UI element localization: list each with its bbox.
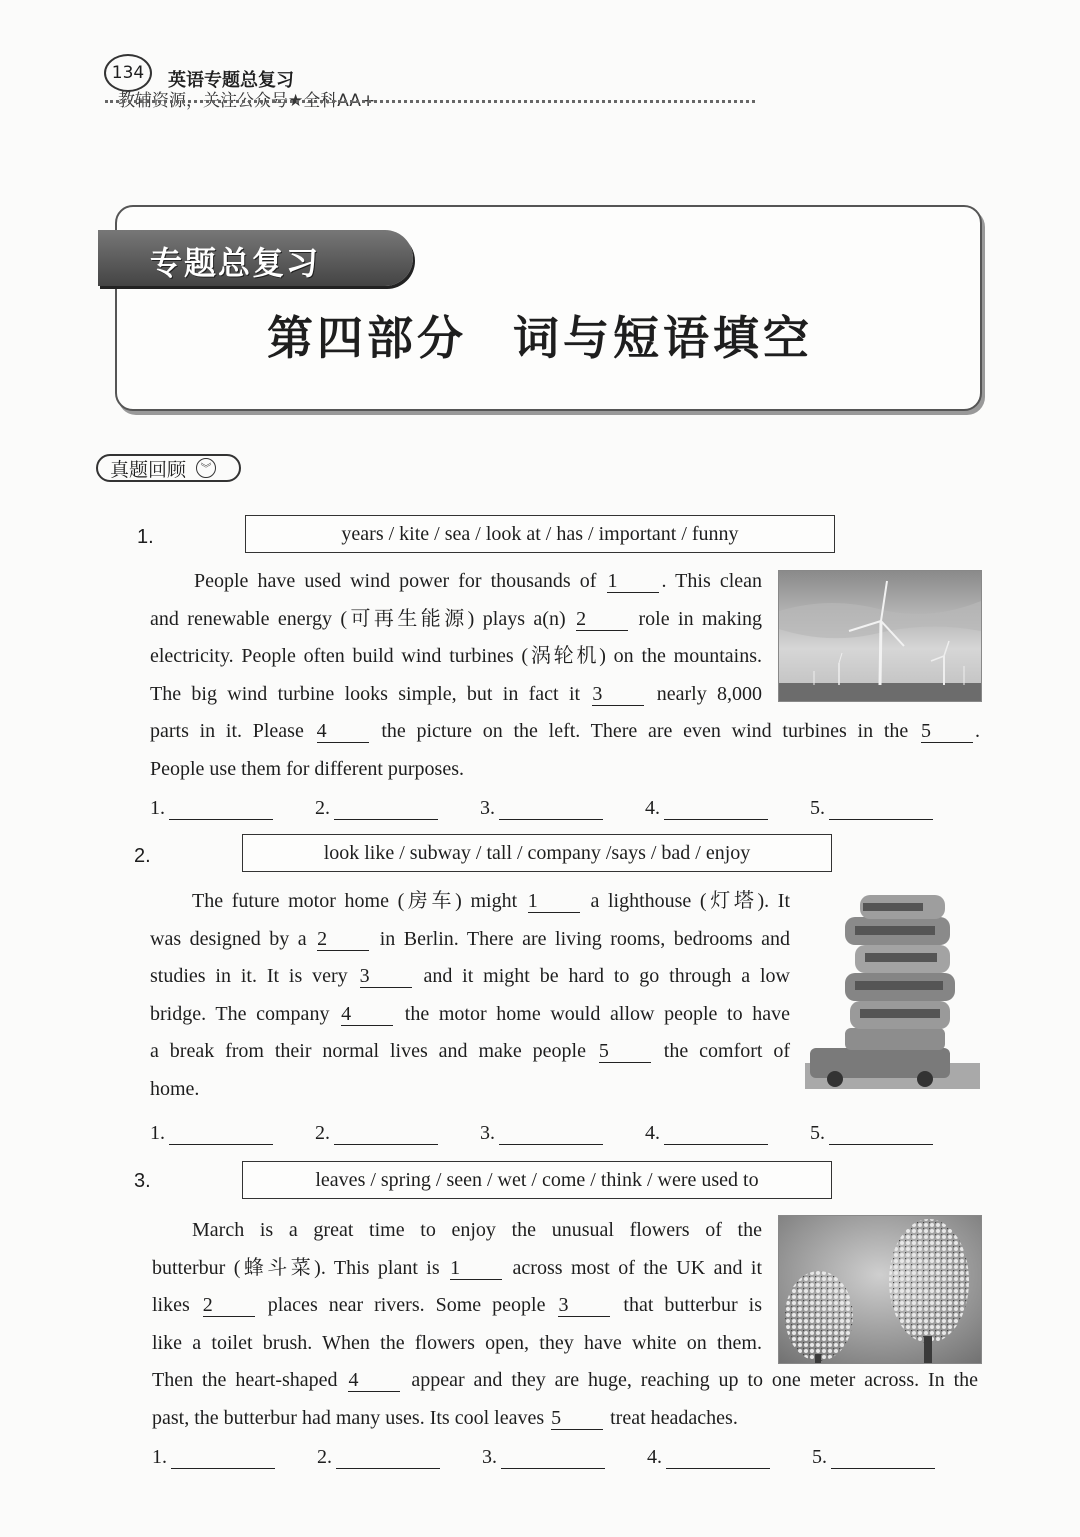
answer-field[interactable]: 2. [315, 797, 480, 820]
passage-line: People have used wind power for thousands of 1 . This clean [194, 570, 763, 592]
section-tab-label: 专题总复习 [150, 244, 321, 282]
blank-2: 2 [203, 1294, 255, 1317]
watermark-text: 教辅资源，关注公众号★全科AA+ [118, 91, 376, 111]
passage-line: past, the butterbur had many uses. Its cool leaves 5 treat headaches. [152, 1406, 738, 1429]
blank-4: 4 [341, 1003, 393, 1026]
passage-line: March is a great time to enjoy the unusual flowers of the [192, 1219, 762, 1241]
blank-5: 5 [921, 720, 973, 743]
blank-3: 3 [592, 683, 644, 706]
answer-row [152, 1446, 935, 1469]
passage-line: People use them for different purposes. [150, 757, 464, 780]
motor-home-photo [805, 893, 980, 1089]
word-bank: years / kite / sea / look at / has / important / funny [245, 515, 835, 553]
passage-line: was designed by a 2 in Berlin. There are living rooms, bedrooms and [150, 927, 791, 950]
answer-field[interactable]: 4. [645, 797, 810, 820]
section-part: 第四部分 [267, 311, 467, 365]
passage-line: electricity. People often build wind turbines (涡轮机) on the mountains. [150, 645, 762, 667]
passage-line: and renewable energy (可再生能源) plays a(n) 2 role in making [150, 607, 763, 630]
header-divider [105, 100, 755, 103]
blank-2: 2 [576, 608, 628, 631]
section-title [0, 302, 1080, 368]
answer-field[interactable]: 1. [150, 797, 315, 820]
blank-4: 4 [348, 1369, 400, 1392]
passage-continued [150, 713, 980, 788]
word-bank: leaves / spring / seen / wet / come / think / were used to [242, 1161, 832, 1199]
butterbur-photo [778, 1215, 982, 1364]
passage [152, 1212, 762, 1362]
wind-turbine-photo [778, 570, 982, 702]
passage-line: bridge. The company 4 the motor home would allow people to have [150, 1002, 791, 1025]
passage [150, 563, 762, 713]
blank-3: 3 [558, 1294, 610, 1317]
passage-line: a break from their normal lives and make people 5 the comfort of [150, 1040, 791, 1062]
double-chevron-down-icon: ︾ [196, 458, 216, 478]
passage-line: likes 2 places near rivers. Some people 3 that butterbur is [152, 1294, 763, 1316]
passage-line: The future motor home (房车) might 1 a lighthouse (灯塔). It [192, 890, 791, 912]
blank-2: 2 [317, 928, 369, 951]
passage-line: like a toilet brush. When the flowers open, they have white on them. [152, 1331, 762, 1354]
answer-field[interactable]: 4. [645, 1122, 810, 1145]
word-bank: look like / subway / tall / company /says / bad / enjoy [242, 834, 832, 872]
answer-field[interactable]: 5. [810, 797, 933, 820]
passage-continued [152, 1362, 978, 1437]
answer-field[interactable]: 1. [152, 1446, 317, 1469]
passage-line: home. [150, 1077, 200, 1100]
answer-field[interactable]: 5. [810, 1122, 933, 1145]
answer-field[interactable]: 3. [480, 1122, 645, 1145]
question-number: 3. [134, 1170, 151, 1192]
blank-5: 5 [599, 1040, 651, 1063]
passage-line: studies in it. It is very 3 and it might be hard to go through a low [150, 965, 791, 987]
blank-1: 1 [450, 1257, 502, 1280]
page-number: 134 [104, 54, 152, 92]
answer-field[interactable]: 1. [150, 1122, 315, 1145]
book-title: 英语专题总复习 [168, 70, 294, 91]
blank-3: 3 [360, 965, 412, 988]
passage-line: Then the heart-shaped 4 appear and they are huge, reaching up to one meter across. In the [152, 1369, 979, 1391]
blank-4: 4 [317, 720, 369, 743]
answer-field[interactable]: 5. [812, 1446, 935, 1469]
passage-line: parts in it. Please 4 the picture on the left. There are even wind turbines in the 5 . [150, 720, 981, 742]
blank-1: 1 [528, 890, 580, 913]
question-number: 2. [134, 845, 151, 867]
answer-row [150, 1122, 933, 1145]
review-tag [96, 454, 241, 482]
review-tag-label: 真题回顾 [110, 458, 187, 481]
passage-line: The big wind turbine looks simple, but in fact it 3 nearly 8,000 [150, 682, 763, 705]
answer-field[interactable]: 3. [482, 1446, 647, 1469]
blank-5: 5 [551, 1407, 603, 1430]
answer-field[interactable]: 2. [317, 1446, 482, 1469]
blank-1: 1 [607, 570, 659, 593]
passage [150, 883, 790, 1108]
section-name: 词与短语填空 [513, 311, 813, 365]
question-number: 1. [137, 526, 154, 548]
answer-field[interactable]: 3. [480, 797, 645, 820]
answer-row [150, 797, 933, 820]
answer-field[interactable]: 2. [315, 1122, 480, 1145]
passage-line: butterbur (蜂斗菜). This plant is 1 across most of the UK and it [152, 1256, 762, 1279]
answer-field[interactable]: 4. [647, 1446, 812, 1469]
